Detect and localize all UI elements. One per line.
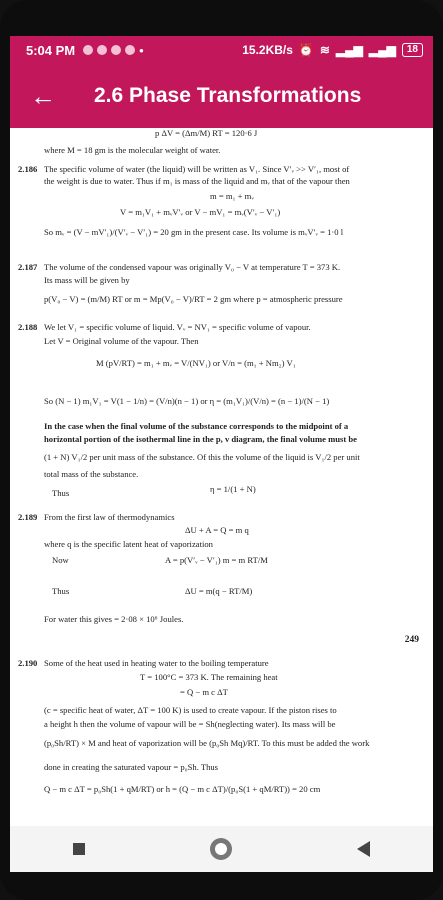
status-right <box>242 43 423 57</box>
text-line: (c = specific heat of water, ΔT = 100 K) is used to create vapour. If the piston rises to <box>44 705 337 715</box>
net-speed: 15.2KB/s <box>242 43 293 57</box>
app-bar <box>10 64 433 128</box>
problem-number: 2.189 <box>18 512 38 522</box>
text-line: We let V₁ = specific volume of liquid. Vᵥ = NV₁ = specific volume of vapour. <box>44 322 311 332</box>
back-arrow-icon[interactable]: ← <box>30 80 56 111</box>
notification-icon <box>111 45 121 55</box>
battery-icon: 18 <box>402 43 423 57</box>
text-line: For water this gives = 2·08 × 10⁶ Joules. <box>44 614 184 624</box>
text-line: T = 100°C = 373 K. The remaining heat <box>140 672 278 682</box>
text-line: Thus <box>52 586 70 596</box>
status-bar <box>10 36 433 64</box>
equation: ΔU + A = Q = m q <box>185 525 249 535</box>
problem-number: 2.188 <box>18 322 38 332</box>
page-number: 249 <box>404 635 419 645</box>
equation: m = m₁ + mᵥ <box>210 191 254 201</box>
equation: ΔU = m(q − RT/M) <box>185 586 253 596</box>
document-page[interactable] <box>10 128 433 826</box>
text-line: horizontal portion of the isothermal line in the p, v diagram, the final volume must be <box>44 434 357 444</box>
text-line: Some of the heat used in heating water to the boiling temperature <box>44 658 269 668</box>
text-line: In the case when the final volume of the substance corresponds to the midpoint of a <box>44 421 349 431</box>
alarm-icon: ⏰ <box>298 43 314 57</box>
notification-icons <box>83 43 144 58</box>
equation: p ΔV = (Δm/M) RT = 120·6 J <box>155 128 258 138</box>
signal-icon: ▂▄▆ <box>335 43 363 57</box>
recent-apps-button[interactable] <box>73 843 85 855</box>
text-line: the weight is due to water. Thus if m₁ is mass of the liquid and mᵥ that of the vapour then <box>44 176 350 186</box>
notification-icon <box>83 45 93 55</box>
problem-number: 2.190 <box>18 658 38 668</box>
text-line: total mass of the substance. <box>44 469 139 479</box>
equation: η = 1/(1 + N) <box>210 484 256 494</box>
text-line: where q is the specific latent heat of vaporization <box>44 539 213 549</box>
signal-icon: ▂▄▆ <box>368 43 396 57</box>
equation: So (N − 1) m₁V₁ = V(1 − 1/n) = (V/n)(n − 1) or η = (m₁V₁)/(V/n) = (n − 1)/(N − 1) <box>44 396 330 406</box>
notification-icon <box>97 45 107 55</box>
text-line: Thus <box>52 488 70 498</box>
whatsapp-icon <box>125 45 135 55</box>
text-line: The volume of the condensed vapour was originally V₀ − V at temperature T = 373 K. <box>44 262 341 272</box>
text-line: From the first law of thermodynamics <box>44 512 175 522</box>
problem-number: 2.186 <box>18 164 38 174</box>
equation: (p₀Sh/RT) × M and heat of vaporization will be (p₀Sh Mq)/RT. To this must be added the work <box>44 738 370 748</box>
more-dots-icon: • <box>139 42 144 58</box>
text-line: Now <box>52 555 69 565</box>
text-line: done in creating the saturated vapour = p₀Sh. Thus <box>44 762 219 772</box>
text-line: Its mass will be given by <box>44 275 130 285</box>
problem-number: 2.187 <box>18 262 38 272</box>
equation: p(V₀ − V) = (m/M) RT or m = Mp(V₀ − V)/RT = 2 gm where p = atmospheric pressure <box>44 294 343 304</box>
home-button[interactable] <box>210 838 232 860</box>
equation: M (pV/RT) = m₁ + mᵥ = V/(NV₁) or V/n = (m₁ + Nm₂) V₁ <box>96 358 296 368</box>
text-line: where M = 18 gm is the molecular weight of water. <box>44 145 221 155</box>
equation: V = m₁V₁ + mᵥV′ᵥ or V − mV₁ = mᵥ(V′ᵥ − V′₁) <box>120 207 281 217</box>
status-time: 5:04 PM <box>26 42 76 58</box>
equation: = Q − m c ΔT <box>180 687 228 697</box>
screen <box>10 36 433 872</box>
page-title: 2.6 Phase Transformations <box>94 84 362 107</box>
text-line: (1 + N) V₁/2 per unit mass of the substance. Of this the volume of the liquid is V₁/2 per unit <box>44 452 360 462</box>
navigation-bar <box>10 826 433 872</box>
equation: Q − m c ΔT = p₀Sh(1 + qM/RT) or h = (Q − m c ΔT)/(p₀S(1 + qM/RT)) = 20 cm <box>44 784 321 794</box>
equation: A = p(V′ᵥ − V′₁) m = m RT/M <box>165 555 268 565</box>
equation: So mᵥ = (V − mV′₁)/(V′ᵥ − V′₁) = 20 gm in the present case. Its volume is mᵥV′ᵥ = 1·0 l <box>44 227 344 237</box>
home-icon <box>215 843 227 855</box>
text-line: Let V = Original volume of the vapour. Then <box>44 336 199 346</box>
back-button[interactable] <box>357 841 370 857</box>
text-line: The specific volume of water (the liquid) will be written as V₁. Since V′ᵥ >> V′₁, most of <box>44 164 350 174</box>
wifi-icon: ≋ <box>319 43 330 57</box>
text-line: a height h then the volume of vapour will be = Sh(neglecting water). Its mass will be <box>44 719 336 729</box>
